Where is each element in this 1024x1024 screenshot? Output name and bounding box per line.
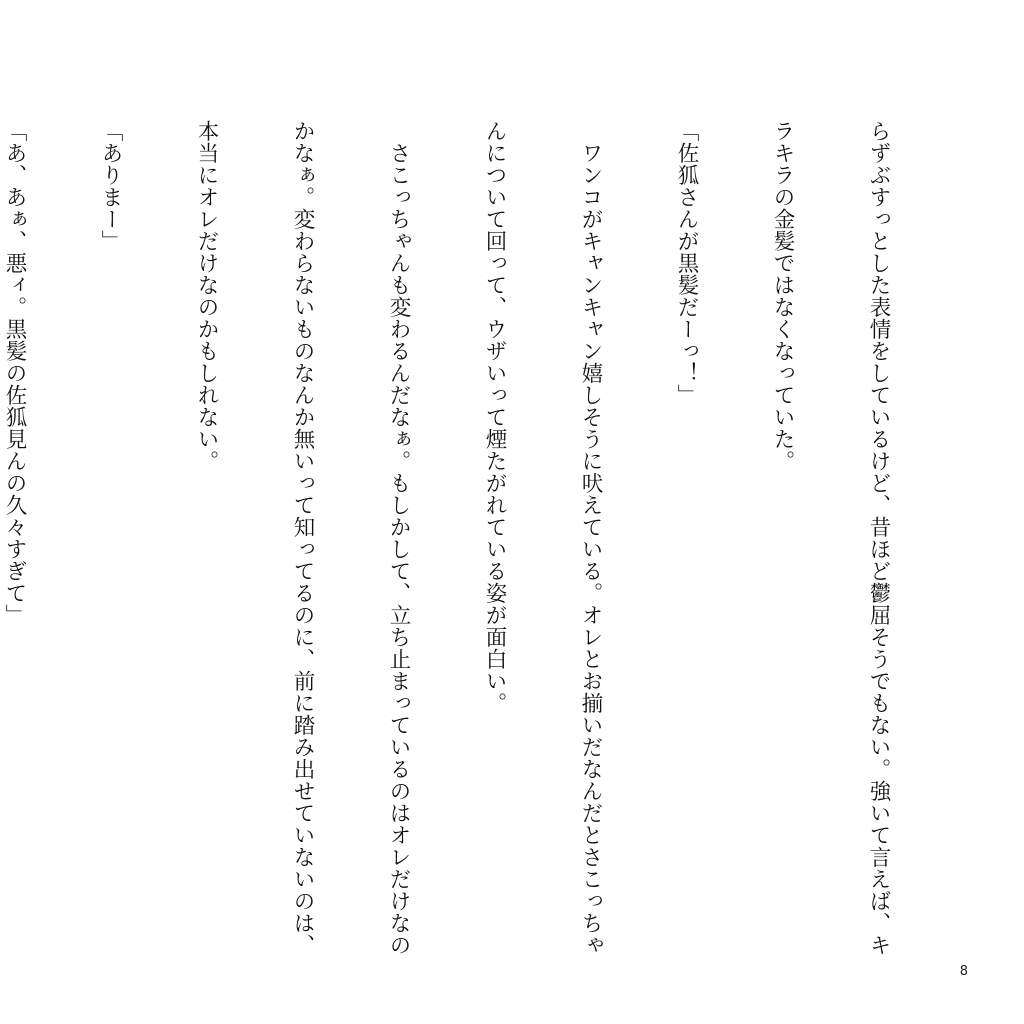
text-column: ワンコがキャンキャン嬉しそうに吠えている。オレとお揃いだなんだとさこっちゃ (578, 120, 603, 956)
vertical-text-block (0, 120, 958, 956)
text-column: さこっちゃんも変わるんだなぁ。もしかして、立ち止まっているのはオレだけなの (386, 120, 411, 956)
text-column: 「ありまー」 (98, 120, 123, 252)
text-column: んについて回って、ウザいって煙たがれている姿が面白い。 (482, 120, 507, 714)
text-column: かなぁ。変わらないものなんか無いって知ってるのに、前に踏み出せていないのは、 (290, 120, 315, 956)
text-column: らずぶすっとした表情をしているけど、昔ほど鬱屈そうでもない。強いて言えば、キ (866, 120, 891, 956)
text-column: 「佐狐さんが黒髪だーっ！」 (674, 120, 699, 406)
text-column: ラキラの金髪ではなくなっていた。 (770, 120, 795, 472)
page-number: 8 (959, 964, 968, 979)
text-column: 「あ、あぁ、悪ィ。黒髪の佐狐見んの久々すぎて」 (2, 120, 27, 626)
text-column: 本当にオレだけなのかもしれない。 (194, 120, 219, 472)
